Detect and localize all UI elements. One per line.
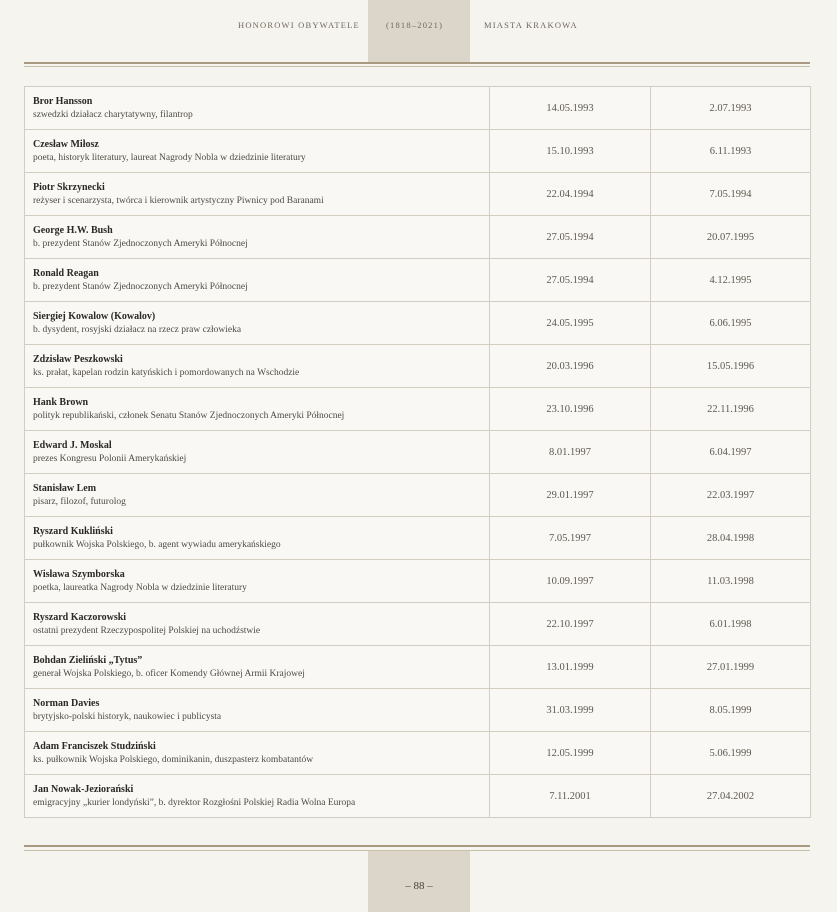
citizen-cell	[25, 216, 490, 259]
citizen-description: brytyjsko-polski historyk, naukowiec i publicysta	[33, 712, 222, 722]
resolution-date: 10.09.1997	[490, 560, 651, 603]
resolution-date: 27.05.1994	[490, 259, 651, 302]
table-row	[25, 732, 811, 775]
citizen-name: Hank Brown	[33, 397, 89, 408]
award-date: 15.05.1996	[651, 345, 811, 388]
resolution-date: 29.01.1997	[490, 474, 651, 517]
table-row	[25, 87, 811, 130]
award-date: 27.04.2002	[651, 775, 811, 818]
award-date: 11.03.1998	[651, 560, 811, 603]
resolution-date: 13.01.1999	[490, 646, 651, 689]
citizen-name: Ryszard Kaczorowski	[33, 612, 127, 623]
table-row	[25, 302, 811, 345]
table-row	[25, 431, 811, 474]
citizen-name: Zdzisław Peszkowski	[33, 354, 123, 365]
resolution-date: 22.04.1994	[490, 173, 651, 216]
citizen-description: emigracyjny „kurier londyński”, b. dyrektor Rozgłośni Polskiej Radia Wolna Europa	[33, 798, 356, 808]
citizen-cell	[25, 603, 490, 646]
citizen-name: Jan Nowak-Jeziorański	[33, 784, 134, 795]
table-row	[25, 388, 811, 431]
citizen-cell	[25, 388, 490, 431]
table-row	[25, 259, 811, 302]
citizen-name: Adam Franciszek Studziński	[33, 741, 156, 752]
citizen-description: ks. pułkownik Wojska Polskiego, dominikanin, duszpasterz kombatantów	[33, 755, 314, 765]
citizen-cell	[25, 345, 490, 388]
citizen-cell	[25, 732, 490, 775]
citizen-name: Bror Hansson	[33, 96, 93, 107]
citizen-description: pisarz, filozof, futurolog	[33, 497, 126, 507]
resolution-date: 8.01.1997	[490, 431, 651, 474]
table-row	[25, 517, 811, 560]
award-date: 8.05.1999	[651, 689, 811, 732]
citizen-description: reżyser i scenarzysta, twórca i kierownik artystyczny Piwnicy pod Baranami	[33, 196, 324, 206]
citizen-description: ks. prałat, kapelan rodzin katyńskich i pomordowanych na Wschodzie	[33, 368, 300, 378]
award-date: 4.12.1995	[651, 259, 811, 302]
citizen-name: Edward J. Moskal	[33, 440, 112, 451]
citizen-description: prezes Kongresu Polonii Amerykańskiej	[33, 454, 187, 464]
citizen-name: Stanisław Lem	[33, 483, 97, 494]
running-head-right: MIASTA KRAKOWA	[484, 20, 578, 30]
resolution-date: 12.05.1999	[490, 732, 651, 775]
award-date: 28.04.1998	[651, 517, 811, 560]
citizen-cell	[25, 259, 490, 302]
table-row	[25, 775, 811, 818]
award-date: 22.03.1997	[651, 474, 811, 517]
resolution-date: 27.05.1994	[490, 216, 651, 259]
citizen-cell	[25, 302, 490, 345]
award-date: 20.07.1995	[651, 216, 811, 259]
citizen-cell	[25, 775, 490, 818]
award-date: 6.01.1998	[651, 603, 811, 646]
resolution-date: 22.10.1997	[490, 603, 651, 646]
award-date: 7.05.1994	[651, 173, 811, 216]
running-head-left: HONOROWI OBYWATELE	[238, 20, 360, 30]
citizen-name: George H.W. Bush	[33, 225, 113, 236]
table-row	[25, 130, 811, 173]
citizen-name: Ronald Reagan	[33, 268, 99, 279]
citizen-cell	[25, 173, 490, 216]
resolution-date: 20.03.1996	[490, 345, 651, 388]
award-date: 5.06.1999	[651, 732, 811, 775]
citizen-description: szwedzki działacz charytatywny, filantrop	[33, 110, 193, 120]
table-row	[25, 216, 811, 259]
award-date: 27.01.1999	[651, 646, 811, 689]
award-date: 2.07.1993	[651, 87, 811, 130]
citizen-description: pułkownik Wojska Polskiego, b. agent wywiadu amerykańskiego	[33, 540, 281, 550]
honorary-citizens-table	[24, 86, 811, 818]
citizen-cell	[25, 560, 490, 603]
table-row	[25, 689, 811, 732]
citizen-name: Bohdan Zieliński „Tytus”	[33, 655, 143, 666]
citizen-name: Siergiej Kowalow (Kowalov)	[33, 311, 156, 322]
table-row	[25, 173, 811, 216]
citizen-description: poeta, historyk literatury, laureat Nagrody Nobla w dziedzinie literatury	[33, 153, 306, 163]
table-row	[25, 560, 811, 603]
award-date: 6.04.1997	[651, 431, 811, 474]
resolution-date: 23.10.1996	[490, 388, 651, 431]
citizen-name: Czesław Miłosz	[33, 139, 99, 150]
citizen-description: generał Wojska Polskiego, b. oficer Komendy Głównej Armii Krajowej	[33, 669, 305, 679]
award-date: 22.11.1996	[651, 388, 811, 431]
citizen-cell	[25, 87, 490, 130]
table-row	[25, 646, 811, 689]
running-head-middle: (1818–2021)	[386, 20, 444, 30]
citizen-cell	[25, 646, 490, 689]
table-row	[25, 345, 811, 388]
page-number: – 88 –	[405, 880, 433, 892]
top-rule	[24, 62, 810, 67]
citizen-description: poetka, laureatka Nagrody Nobla w dziedzinie literatury	[33, 583, 247, 593]
resolution-date: 7.11.2001	[490, 775, 651, 818]
bottom-rule	[24, 845, 810, 851]
citizen-description: polityk republikański, członek Senatu Stanów Zjednoczonych Ameryki Północnej	[33, 411, 345, 421]
citizen-cell	[25, 689, 490, 732]
citizen-name: Norman Davies	[33, 698, 100, 709]
citizen-description: b. prezydent Stanów Zjednoczonych Ameryki Północnej	[33, 239, 248, 249]
award-date: 6.06.1995	[651, 302, 811, 345]
resolution-date: 15.10.1993	[490, 130, 651, 173]
running-head	[0, 20, 837, 34]
citizen-cell	[25, 431, 490, 474]
citizen-name: Ryszard Kukliński	[33, 526, 113, 537]
citizen-description: b. prezydent Stanów Zjednoczonych Ameryki Północnej	[33, 282, 248, 292]
citizen-name: Wisława Szymborska	[33, 569, 125, 580]
citizen-name: Piotr Skrzynecki	[33, 182, 105, 193]
table-row	[25, 474, 811, 517]
citizen-description: b. dysydent, rosyjski działacz na rzecz praw człowieka	[33, 325, 242, 335]
table-row	[25, 603, 811, 646]
resolution-date: 31.03.1999	[490, 689, 651, 732]
resolution-date: 24.05.1995	[490, 302, 651, 345]
award-date: 6.11.1993	[651, 130, 811, 173]
citizen-description: ostatni prezydent Rzeczypospolitej Polskiej na uchodźstwie	[33, 626, 261, 636]
citizen-cell	[25, 474, 490, 517]
citizen-cell	[25, 517, 490, 560]
resolution-date: 14.05.1993	[490, 87, 651, 130]
citizen-cell	[25, 130, 490, 173]
resolution-date: 7.05.1997	[490, 517, 651, 560]
